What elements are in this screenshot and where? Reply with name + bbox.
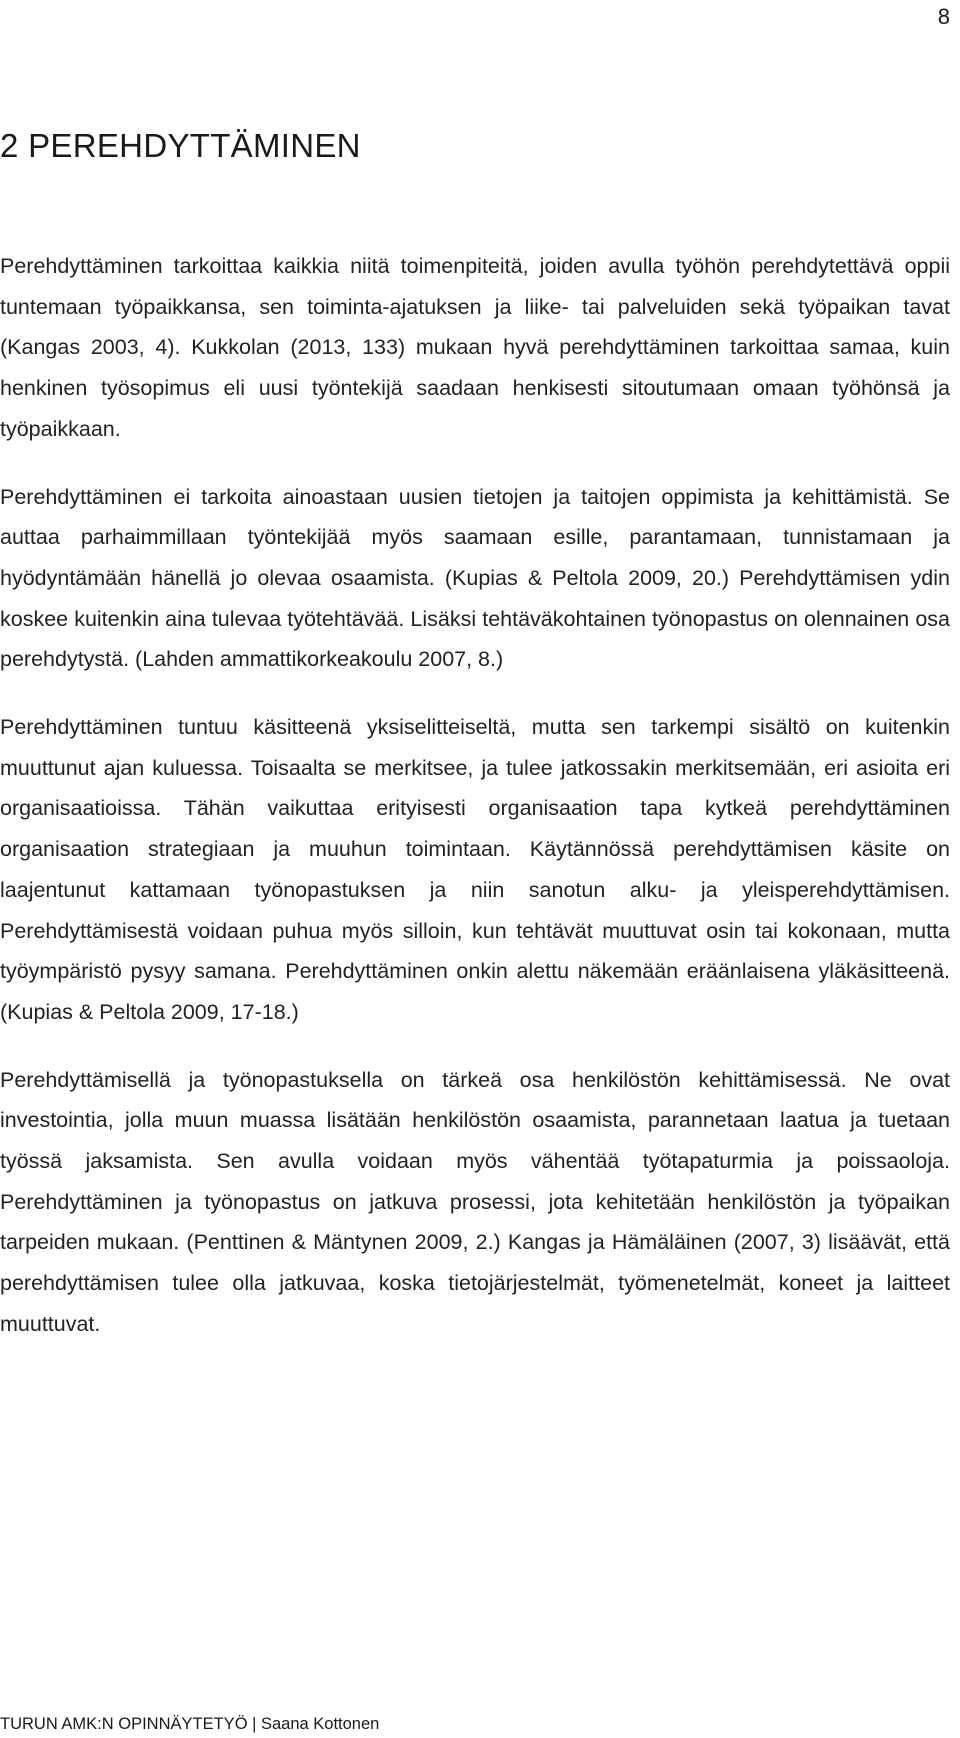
paragraph-1: Perehdyttäminen tarkoittaa kaikkia niitä toimenpiteitä, joiden avulla työhön perehdytettävä oppii tuntemaan työpaikkansa, sen toiminta-ajatuksen ja liike- tai palveluiden sekä työpaikan tavat (Kangas 2003, 4). Kukkolan (2013, 133) mukaan hyvä perehdyttäminen tarkoittaa samaa, kuin henkinen työsopimus eli uusi työntekijä saadaan henkisesti sitoutumaan omaan työhönsä ja työpaikkaan. xyxy=(0,254,950,441)
paragraph-3: Perehdyttäminen tuntuu käsitteenä yksiselitteiseltä, mutta sen tarkempi sisältö on kuitenkin muuttunut ajan kuluessa. Toisaalta se merkitsee, ja tulee jatkossakin merkitsemään, eri asioita eri organisaatioissa. Tähän vaikuttaa erityisesti organisaation tapa kytkeä perehdyttäminen organisaation strategiaan ja muuhun toimintaan. Käytännössä perehdyttämisen käsite on laajentunut kattamaan työnopastuksen ja niin sanotun alku- ja yleisperehdyttämisen. Perehdyttämisestä voidaan puhua myös silloin, kun tehtävät muuttuvat osin tai kokonaan, mutta työympäristö pysyy samana. Perehdyttäminen onkin alettu näkemään eräänlaisena yläkäsitteenä. (Kupias & Peltola 2009, 17-18.) xyxy=(0,715,950,1024)
page-footer: TURUN AMK:N OPINNÄYTETYÖ | Saana Kottonen xyxy=(0,1715,380,1733)
paragraph-4: Perehdyttämisellä ja työnopastuksella on tärkeä osa henkilöstön kehittämisessä. Ne ovat investointia, jolla muun muassa lisätään henkilöstön osaamista, parannetaan laatua ja tuetaan työssä jaksamista. Sen avulla voidaan myös vähentää työtapaturmia ja poissaoloja. Perehdyttäminen ja työnopastus on jatkuva prosessi, jota kehitetään henkilöstön ja työpaikan tarpeiden mukaan. (Penttinen & Mäntynen 2009, 2.) Kangas ja Hämäläinen (2007, 3) lisäävät, että perehdyttämisen tulee olla jatkuvaa, koska tietojärjestelmät, työmenetelmät, koneet ja laitteet muuttuvat. xyxy=(0,1067,950,1336)
page-content xyxy=(0,124,950,1372)
chapter-title: 2 PEREHDYTTÄMINEN xyxy=(0,127,361,164)
page-number: 8 xyxy=(937,4,950,29)
paragraph-2: Perehdyttäminen ei tarkoita ainoastaan uusien tietojen ja taitojen oppimista ja kehittämistä. Se auttaa parhaimmillaan työntekijää myös saamaan esille, parantamaan, tunnistamaan ja hyödyntämään hänellä jo olevaa osaamista. (Kupias & Peltola 2009, 20.) Perehdyttämisen ydin koskee kuitenkin aina tulevaa työtehtävää. Lisäksi tehtäväkohtainen työnopastus on olennainen osa perehdytystä. (Lahden ammattikorkeakoulu 2007, 8.) xyxy=(0,484,950,672)
